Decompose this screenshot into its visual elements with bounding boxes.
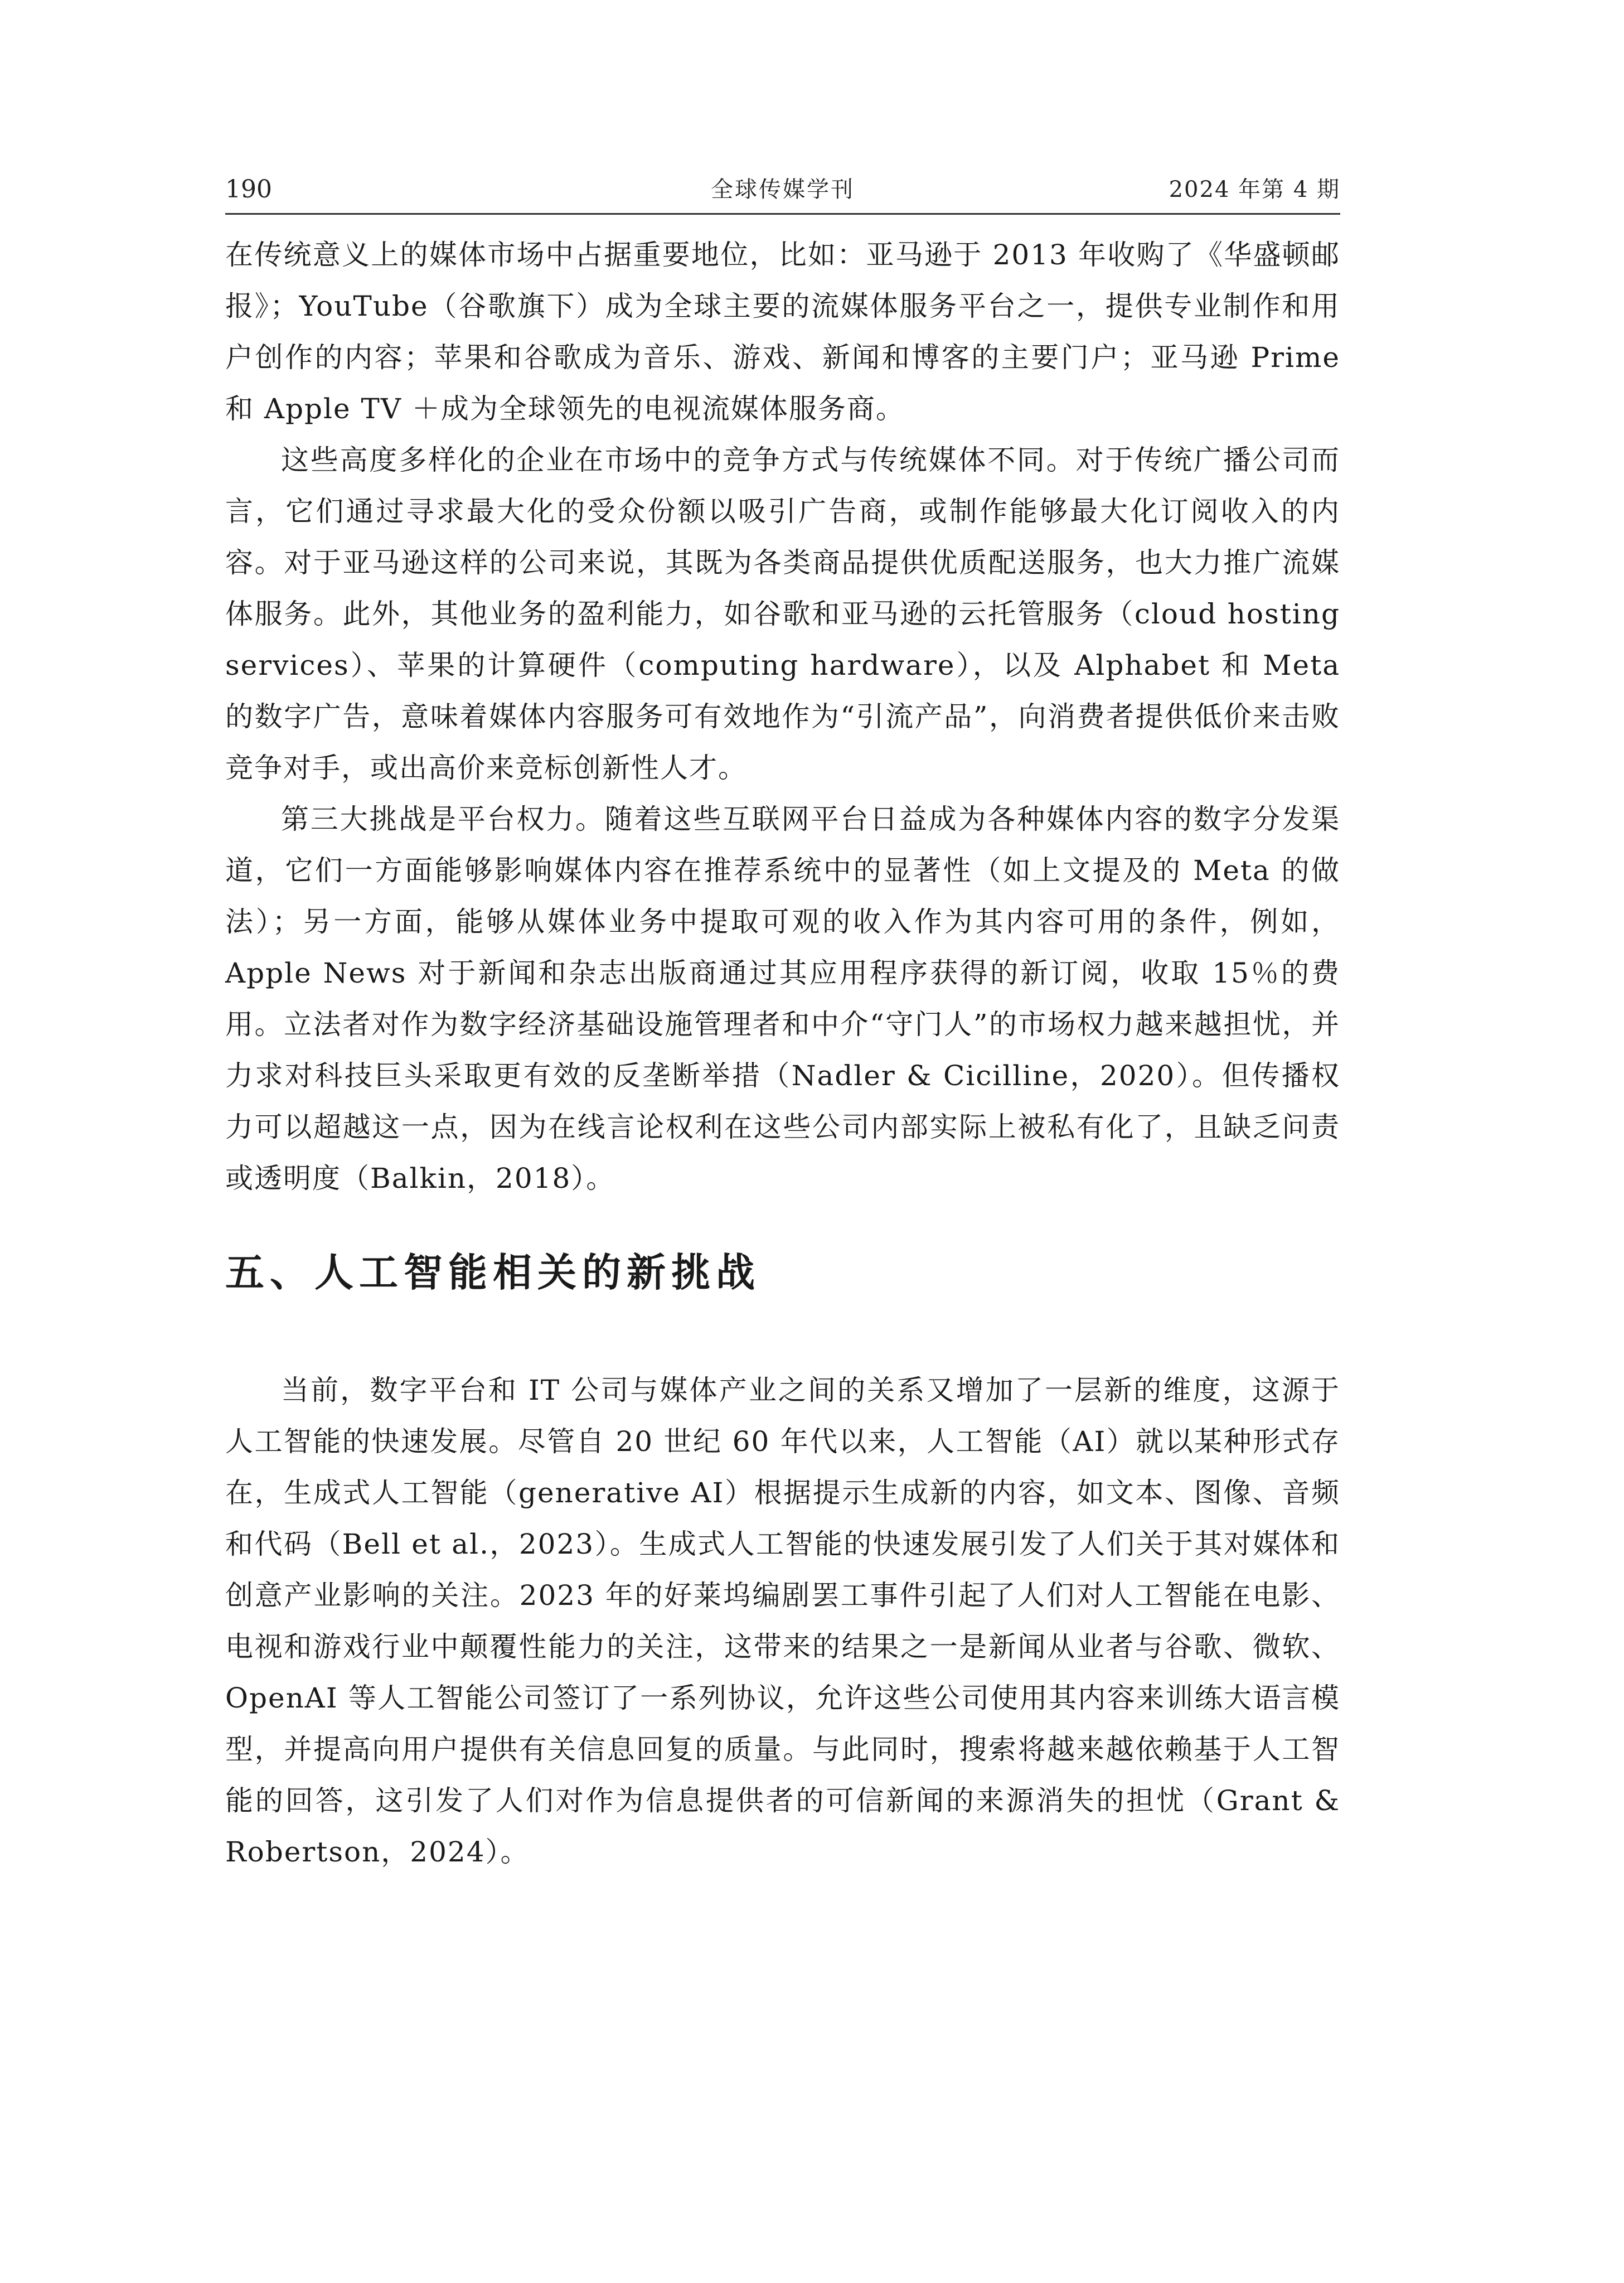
header-rule — [225, 213, 1340, 215]
page-number: 190 — [225, 175, 272, 204]
issue-label: 2024 年第 4 期 — [1169, 177, 1340, 202]
section-body — [225, 1365, 1340, 1878]
paragraph-ai: 当前，数字平台和 IT 公司与媒体产业之间的关系又增加了一层新的维度，这源于人工智能的快速发展。尽管自 20 世纪 60 年代以来，人工智能（AI）就以某种形式存在，生成式人工智能（generative AI）根据提示生成新的内容，如文本、图像、音频和代码（Bell et al.，2023）。生成式人工智能的快速发展引发了人们关于其对媒体和创意产业影响的关注。2023 年的好莱坞编剧罢工事件引起了人们对人工智能在电影、电视和游戏行业中颠覆性能力的关注，这带来的结果之一是新闻从业者与谷歌、微软、OpenAI 等人工智能公司签订了一系列协议，允许这些公司使用其内容来训练大语言模型，并提高向用户提供有关信息回复的质量。与此同时，搜索将越来越依赖基于人工智能的回答，这引发了人们对作为信息提供者的可信新闻的来源消失的担忧（Grant & Robertson，2024）。 — [225, 1374, 1340, 1868]
section-heading: 五、人工智能相关的新挑战 — [225, 1250, 760, 1295]
body-text — [225, 229, 1340, 1204]
article-page — [225, 167, 1340, 1878]
paragraph-platform-power: 第三大挑战是平台权力。随着这些互联网平台日益成为各种媒体内容的数字分发渠道，它们一方面能够影响媒体内容在推荐系统中的显著性（如上文提及的 Meta 的做法）；另一方面，能够从媒体业务中提取可观的收入作为其内容可用的条件，例如，Apple News 对于新闻和杂志出版商通过其应用程序获得的新订阅，收取 15％的费用。立法者对作为数字经济基础设施管理者和中介“守门人”的市场权力越来越担忧，并力求对科技巨头采取更有效的反垄断举措（Nadler & Cicilline，2020）。但传播权力可以超越这一点，因为在线言论权利在这些公司内部实际上被私有化了，且缺乏问责或透明度（Balkin，2018）。 — [225, 803, 1340, 1194]
paragraph-competition: 这些高度多样化的企业在市场中的竞争方式与传统媒体不同。对于传统广播公司而言，它们通过寻求最大化的受众份额以吸引广告商，或制作能够最大化订阅收入的内容。对于亚马逊这样的公司来说，其既为各类商品提供优质配送服务，也大力推广流媒体服务。此外，其他业务的盈利能力，如谷歌和亚马逊的云托管服务（cloud hosting services）、苹果的计算硬件（computing hardware），以及 Alphabet 和 Meta 的数字广告，意味着媒体内容服务可有效地作为“引流产品”，向消费者提供低价来击败竞争对手，或出高价来竞标创新性人才。 — [225, 444, 1340, 784]
running-header — [225, 167, 1340, 212]
paragraph-continued: 在传统意义上的媒体市场中占据重要地位，比如：亚马逊于 2013 年收购了《华盛顿邮报》；YouTube（谷歌旗下）成为全球主要的流媒体服务平台之一，提供专业制作和用户创作的内容；苹果和谷歌成为音乐、游戏、新闻和博客的主要门户；亚马逊 Prime 和 Apple TV ＋成为全球领先的电视流媒体服务商。 — [225, 239, 1340, 425]
journal-title: 全球传媒学刊 — [711, 177, 855, 202]
